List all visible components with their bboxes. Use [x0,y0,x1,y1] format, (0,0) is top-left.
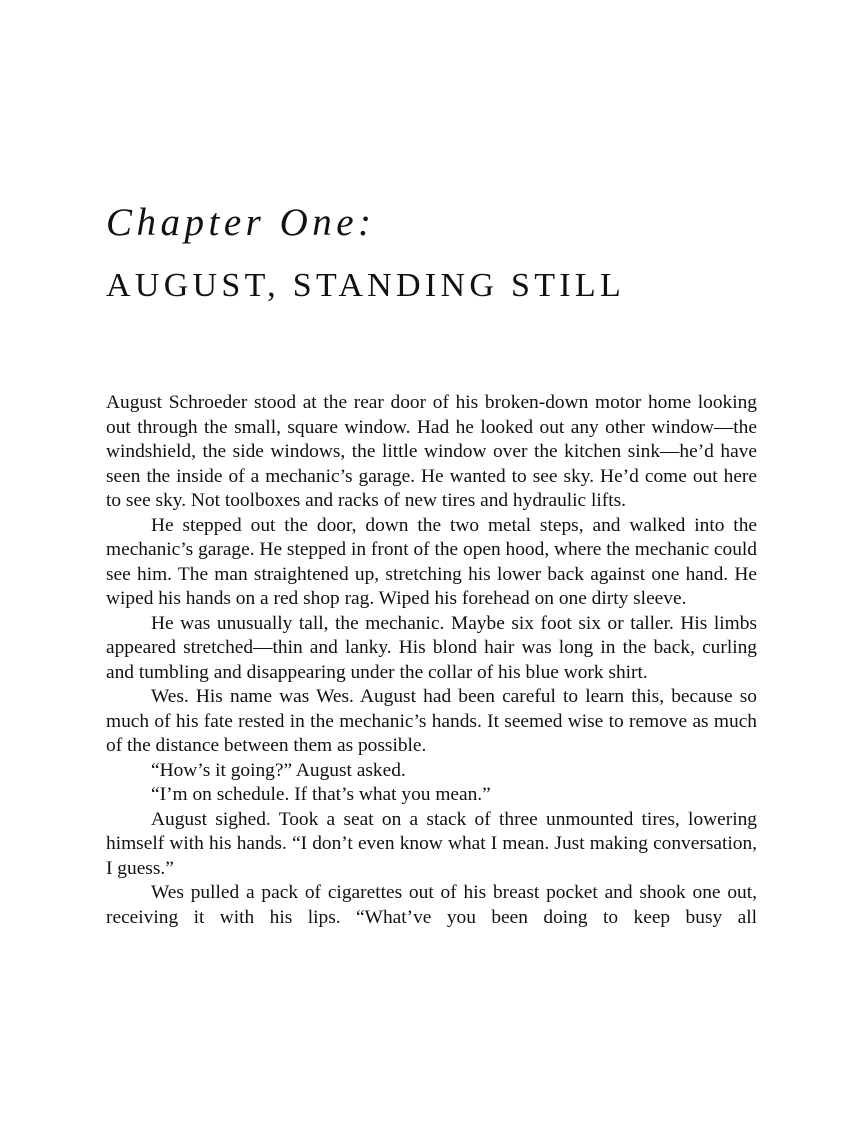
paragraph: Wes. His name was Wes. August had been careful to learn this, because so much of his fate rested in the mechanic’s hands. It seemed wise to remove as much of the distance between them as possible. [106,686,757,756]
paragraph: “How’s it going?” August asked. [151,759,406,781]
chapter-label: Chapter One: [106,201,376,244]
paragraph: “I’m on schedule. If that’s what you mean.” [151,784,491,805]
paragraph: August Schroeder stood at the rear door of his broken-down motor home looking out through the small, square window. Had he looked out any other window—the windshield, the side windows, the little window over the kitchen sink—he’d have seen the inside of a mechanic’s garage. He wanted to see sky. He’d come out here to see sky. Not toolboxes and racks of new tires and hydraulic lifts. [106,392,757,511]
paragraph: August sighed. Took a seat on a stack of three unmounted tires, lowering himself with his hands. “I don’t even know what I mean. Just making conversation, I guess.” [106,808,757,879]
paragraph: He stepped out the door, down the two metal steps, and walked into the mechanic’s garage. He stepped in front of the open hood, where the mechanic could see him. The man straightened up, stretching his lower back against one hand. He wiped his hands on a red shop rag. Wiped his forehead on one dirty sleeve. [106,514,757,609]
chapter-body [106,391,757,930]
paragraph: Wes pulled a pack of cigarettes out of his breast pocket and shook one out, receiving it with his lips. “What’ve you been doing to keep busy all [106,882,757,928]
book-page [106,0,757,1122]
paragraph: He was unusually tall, the mechanic. Maybe six foot six or taller. His limbs appeared stretched—thin and lanky. His blond hair was long in the back, curling and tumbling and disappearing under the collar of his blue work shirt. [106,612,757,683]
chapter-title: AUGUST, STANDING STILL [106,267,626,304]
